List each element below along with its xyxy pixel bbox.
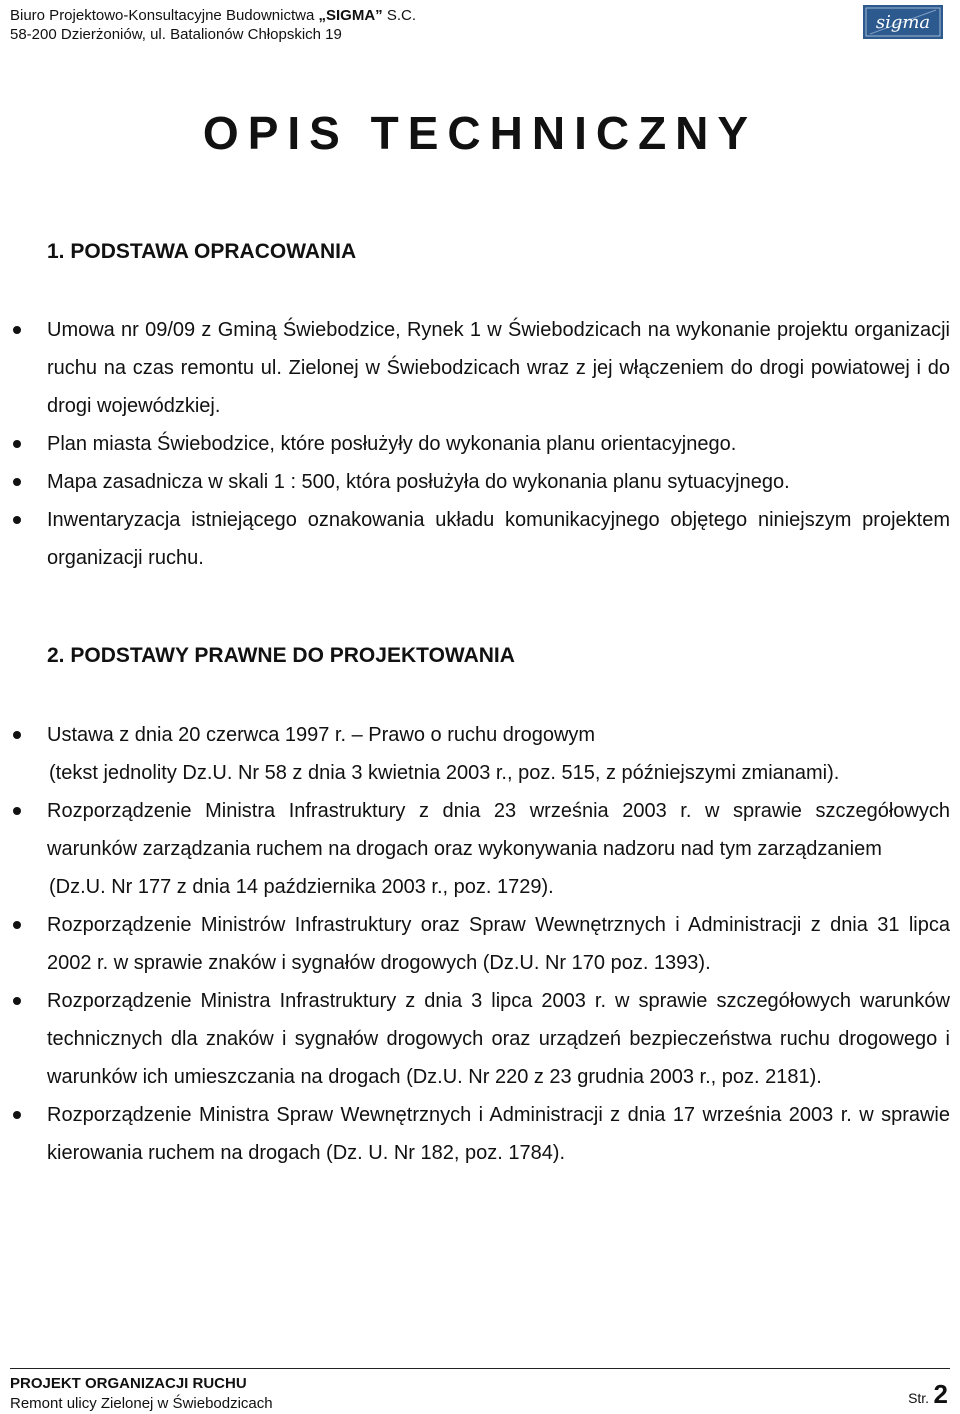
page-number-value: 2 <box>933 1379 948 1409</box>
list-item: Mapa zasadnicza w skali 1 : 500, która posłużyła do wykonania planu sytuacyjnego. <box>0 463 950 501</box>
section-heading-2: 2. PODSTAWY PRAWNE DO PROJEKTOWANIA <box>47 644 515 667</box>
footer-project: PROJEKT ORGANIZACJI RUCHU <box>10 1375 247 1392</box>
letterhead <box>10 6 416 44</box>
list-item: Plan miasta Świebodzice, które posłużyły do wykonania planu orientacyjnego. <box>0 425 950 463</box>
list-item: Umowa nr 09/09 z Gminą Świebodzice, Rynek 1 w Świebodzicach na wykonanie projektu organizacji ruchu na czas remontu ul. Zielonej w Świebodzicach wraz z jej włączeniem do drogi powiatowej i do drogi wojewódzkiej. <box>0 311 950 425</box>
list-item: Rozporządzenie Ministra Infrastruktury z dnia 3 lipca 2003 r. w sprawie szczegółowych warunków technicznych dla znaków i sygnałów drogowych oraz urządzeń bezpieczeństwa ruchu drogowego i warunków ich umieszczania na drogach (Dz.U. Nr 220 z 23 grudnia 2003 r., poz. 2181). <box>0 982 950 1096</box>
sigma-logo <box>862 4 944 40</box>
section-1-list <box>0 311 960 577</box>
page-footer <box>10 1374 273 1414</box>
section-2-list <box>0 716 960 1172</box>
section-heading-1: 1. PODSTAWA OPRACOWANIA <box>47 240 357 263</box>
bullet-icon <box>13 731 21 739</box>
bullet-icon <box>13 326 21 334</box>
bullet-icon <box>13 807 21 815</box>
list-item: Rozporządzenie Ministrów Infrastruktury oraz Spraw Wewnętrznych i Administracji z dnia 31 lipca 2002 r. w sprawie znaków i sygnałów drogowych (Dz.U. Nr 170 poz. 1393). <box>0 906 950 982</box>
logo-text: sigma <box>875 12 931 33</box>
company-suffix: S.C. <box>382 7 417 24</box>
list-item: Rozporządzenie Ministra Infrastruktury z dnia 23 września 2003 r. w sprawie szczegółowych warunków zarządzania ruchem na drogach oraz wykonywania nadzoru nad tym zarządzaniem (Dz.U. Nr 177 z dnia 14 października 2003 r., poz. 1729). <box>0 792 950 906</box>
list-item: Inwentaryzacja istniejącego oznakowania układu komunikacyjnego objętego niniejszym projektem organizacji ruchu. <box>0 501 950 577</box>
company-address: 58-200 Dzierżoniów, ul. Batalionów Chłopskich 19 <box>10 26 342 43</box>
page-number <box>908 1379 948 1410</box>
bullet-icon <box>13 997 21 1005</box>
bullet-icon <box>13 440 21 448</box>
list-item: Rozporządzenie Ministra Spraw Wewnętrznych i Administracji z dnia 17 września 2003 r. w sprawie kierowania ruchem na drogach (Dz. U. Nr 182, poz. 1784). <box>0 1096 950 1172</box>
company-prefix: Biuro Projektowo-Konsultacyjne Budownictwa <box>10 7 319 24</box>
bullet-icon <box>13 516 21 524</box>
company-line <box>10 6 416 25</box>
list-item: Ustawa z dnia 20 czerwca 1997 r. – Prawo o ruchu drogowym (tekst jednolity Dz.U. Nr 58 z dnia 3 kwietnia 2003 r., poz. 515, z późniejszymi zmianami). <box>0 716 950 792</box>
document-title: OPIS TECHNICZNY <box>202 107 758 159</box>
bullet-icon <box>13 921 21 929</box>
bullet-icon <box>13 478 21 486</box>
footer-divider <box>10 1368 950 1369</box>
page-label: Str. <box>908 1390 930 1406</box>
footer-subject: Remont ulicy Zielonej w Świebodzicach <box>10 1395 273 1412</box>
bullet-icon <box>13 1111 21 1119</box>
company-name: „SIGMA” <box>318 7 383 24</box>
